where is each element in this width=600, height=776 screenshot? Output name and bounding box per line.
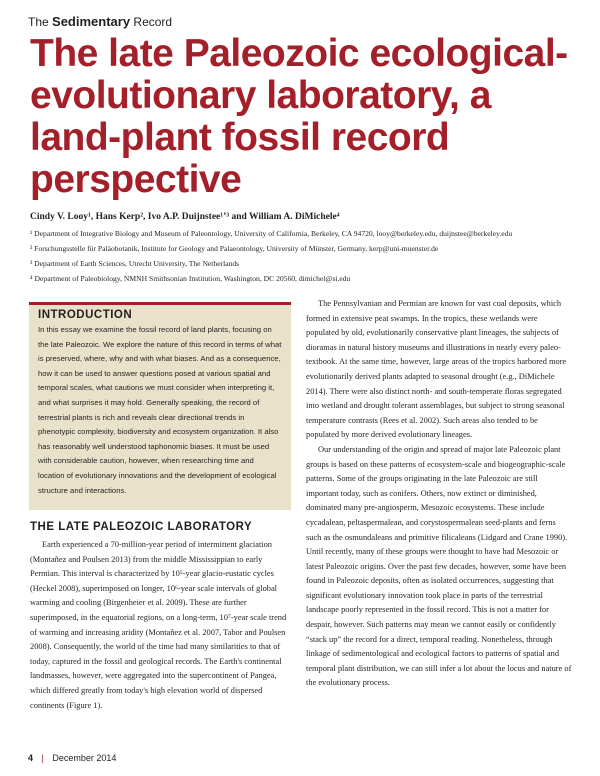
introduction-box [29,302,291,510]
affiliation-4: ⁴ Department of Paleobiology, NMNH Smithsonian Institution, Washington, DC 20560, dimichel@si.edu [30,274,351,283]
introduction-text: In this essay we examine the fossil record of land plants, focusing on the late Paleozoic. We explore the nature of this record in terms of what is preserved, where, why and with what biases. And as a consequence, how it can be used to answer questions posed at various spatial and temporal scales, what cautions we must consider when interpreting it, and what surprises it may hold. Generally speaking, the record of terrestrial plants is rich and reveals clear directional trends in phenotypic complexity, biodiversity and ecosystem organization. It also has reasonably well understood taphonomic biases. It must be used with considerable caution, however, when researching time and location of evolutionary innovations and the development of ecological structure and interactions. [38,325,282,495]
page-footer [28,753,116,763]
section-heading: THE LATE PALEOZOIC LABORATORY [30,521,253,533]
affiliation-2: ² Forschungsstelle für Paläobotanik, Institute for Geology and Palaeontology, University of Münster, Germany, kerp@uni-muenster.de [30,244,439,253]
section-paragraph: Earth experienced a 70-million-year period of intermittent glaciation (Montañez and Poulsen 2013) from the middle Mississippian to early Permian. This interval is characterized by 10⁵-year glacio-eustatic cycles (Heckel 2008), superimposed on longer, 10⁶-year scale intervals of global warming and cooling (Birgenheier et al. 2009). These are further superimposed, in the equatorial regions, on a long-term, 10⁷-year scale trend of warming and increasing aridity (Montañez et al. 2007, Tabor and Poulsen 2008). Consequently, the world of the time had many similarities to that of today, captured in the fossil and geological records. The Earth's continental landmasses, however, were aggregated into the supercontinent of Pangea, which differed greatly from today's high elevation world of dispersed continents (Figure 1). [30,540,287,710]
header-journal-name: Sedimentary [52,14,131,29]
introduction-heading: INTRODUCTION [38,309,133,321]
header-journal-rest: Record [133,15,173,29]
footer-separator: | [41,753,44,763]
right-paragraph-2: Our understanding of the origin and spread of major late Paleozoic plant groups is based on these patterns of ecosystem-scale and biogeographic-scale patterns. Some of the groups originating in the late Paleozoic are still important today, such as conifers. Others, now extinct or diminished, dominated many pre-angiosperm, Mesozoic ecosystems. These include cycadalean, peltaspermalean, and corystospermalean seed-plants and ferns such as the osmundaleans and primitive filicaleans (Lidgard and Crane 1990). Until recently, many of these groups were thought to have had Mesozoic or latest Paleozoic origins. Over the past few decades, however, some have been found in Paleozoic deposits, often as isolated occurrences, suggesting that significant evolutionary innovation took place in parts of the terrestrial landscape poorly represented in the fossil record. This is not a matter for despair, however. Such patterns may mean we cannot easily or confidently “stack up” the record for a direct, temporal reading. Nonetheless, through linkage of sedimentological and ecological factors to patterns of spatial and temporal plant distribution, we can still infer a lot about the locus and nature of the evolutionary process. [306,444,572,688]
article-title: The late Paleozoic ecological-evolutionary laboratory, a land-plant fossil record perspective [30,32,568,201]
affiliations [30,226,575,286]
right-column [306,297,572,691]
affiliation-3: ³ Department of Earth Sciences, Utrecht University, The Netherlands [30,259,240,268]
page-number: 4 [28,753,34,763]
author-list: Cindy V. Looy¹, Hans Kerp², Ivo A.P. Duijnstee¹ʼ³ and William A. DiMichele⁴ [30,212,340,222]
affiliation-1: ¹ Department of Integrative Biology and Museum of Paleontology, University of California, Berkeley, CA 94720, looy@berkeley.edu, duijnstee@berkeley.edu [30,229,513,238]
right-paragraph-1: The Pennsylvanian and Permian are known for vast coal deposits, which formed in extensive peat swamps. In the tropics, these wetlands were populated by old, evolutionarily conservative plant lineages, the subjects of dioramas in natural history museums and illustrations in nearly every paleo-textbook. At the same time, however, large areas of the tropics harbored more evolutionarily derived plants adapted to seasonal drought (e.g., DiMichele 2014). There were also distinct north- and south-temperate floras segregated into wetland and drought tolerant assemblages, but subject to strong seasonal temperature contrasts (Rees et al. 2002). Such areas also tended to be populated by more derived evolutionary lineages. [306,299,567,440]
issue-date: December 2014 [52,753,117,763]
running-header [28,14,172,29]
header-the: The [28,15,49,29]
